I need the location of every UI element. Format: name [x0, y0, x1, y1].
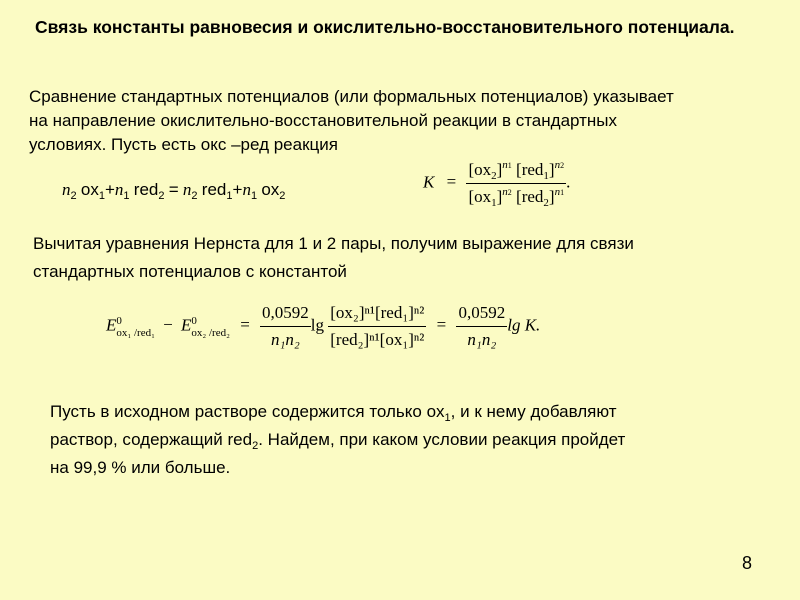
page-number: 8 — [741, 553, 752, 573]
intro-paragraph — [29, 85, 789, 157]
intro-line-3: условиях. Пусть есть окс –ред реакция — [29, 135, 338, 154]
intro-line-1: Сравнение стандартных потенциалов (или формальных потенциалов) указывает — [29, 87, 674, 106]
equilibrium-constant-formula: K = $\frac{[ox_2]^{n1} [red_1]^{n2}}{[ox_1]^{n2} [red_2]^{n1}}$ . — [423, 159, 571, 209]
final-line-1: Пусть в исходном растворе содержится только $ox_1$, и к нему добавляют — [50, 402, 617, 424]
nernst-difference-formula: E 0 ox₁ /red₁ − E 0 ox₂ /red₂ = $\frac{0,0592}{\text{n₁n₂}}$ lg $\frac{\text{[ox₂]ⁿ¹[red₁]ⁿ²}}{\text{[red₂]ⁿ¹[ox₁]ⁿ²}}$ = $\frac{0,0592}{\text{n₁n₂}}$ lg K. — [106, 303, 541, 349]
reaction-equation: $n_2$ $ox_1+n_1$ $red_2 = n_2$ $red_1+n_1$ $ox_2$ — [62, 180, 286, 202]
nernst-paragraph — [33, 230, 793, 286]
slide-title: Связь константы равновесия и окислительно-восстановительного потенциала. — [35, 17, 735, 37]
intro-line-2: на направление окислительно-восстановительной реакции в стандартных — [29, 111, 618, 130]
final-line-3: на 99,9 % или больше. — [50, 458, 231, 477]
nernst-line-1: Вычитая уравнения Нернста для 1 и 2 пары, получим выражение для связи — [33, 234, 634, 253]
final-paragraph — [50, 398, 770, 482]
nernst-line-2: стандартных потенциалов с константой — [33, 262, 347, 281]
final-line-2: раствор, содержащий red$_2$. Найдем, при каком условии реакция пройдет — [50, 430, 626, 452]
